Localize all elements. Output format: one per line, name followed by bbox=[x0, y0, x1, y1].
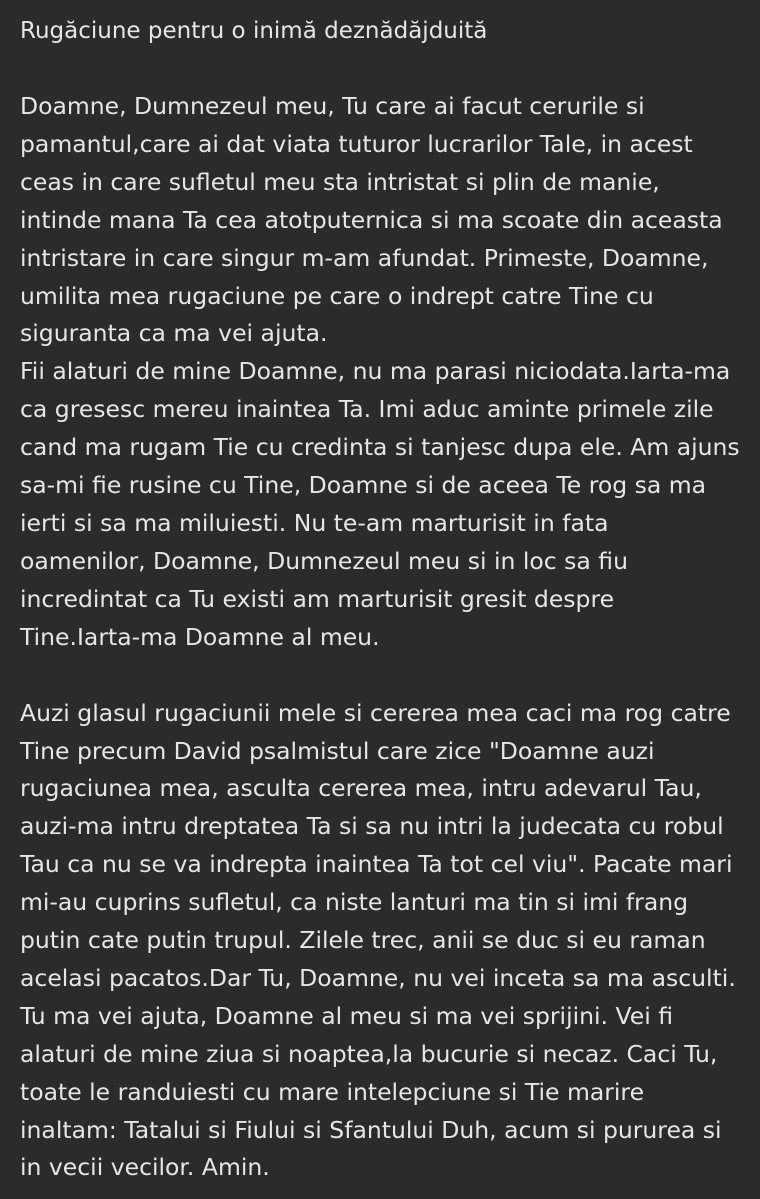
prayer-paragraph-1: Doamne, Dumnezeul meu, Tu care ai facut cerurile si pamantul,care ai dat viata tuturor lucrarilor Tale, in acest ceas in care sufletul meu sta intristat si plin de manie, intinde mana Ta cea atotputernica si ma scoate din aceasta intristare in care singur m-am afundat. Primeste, Doamne, umilita mea rugaciune pe care o indrept catre Tine cu siguranta ca ma vei ajuta. bbox=[20, 92, 723, 348]
prayer-paragraph-3: Auzi glasul rugaciunii mele si cererea mea caci ma rog catre Tine precum David psalmistul care zice "Doamne auzi rugaciunea mea, asculta cererea mea, intru adevarul Tau, auzi-ma intru dreptatea Ta si sa nu intri la judecata cu robul Tau ca nu se va indrepta inaintea Ta tot cel viu". Pacate mari mi-au cuprins sufletul, ca niste lanturi ma tin si imi frang putin cate putin trupul. Zilele trec, anii se duc si eu raman acelasi pacatos.Dar Tu, Doamne, nu vei inceta sa ma asculti. Tu ma vei ajuta, Doamne al meu si ma vei sprijini. Vei fi alaturi de mine ziua si noaptea,la bucurie si necaz. Caci Tu, toate le randuiesti cu mare intelepciune si Tie marire inaltam: Tatalui si Fiului si Sfantului Duh, acum si pururea si in vecii vecilor. Amin. bbox=[20, 698, 736, 1182]
prayer-paragraph-2: Fii alaturi de mine Doamne, nu ma parasi niciodata.Iarta-ma ca gresesc mereu inaintea Ta. Imi aduc aminte primele zile cand ma rugam Tie cu credinta si tanjesc dupa ele. Am ajuns sa-mi fie rusine cu Tine, Doamne si de aceea Te rog sa ma ierti si sa ma miluiesti. Nu te-am marturisit in fata oamenilor, Doamne, Dumnezeul meu si in loc sa fiu incredintat ca Tu existi am marturisit gresit despre Tine.Iarta-ma Doamne al meu. bbox=[20, 357, 740, 651]
prayer-title: Rugăciune pentru o inimă deznădăjduită bbox=[20, 18, 488, 44]
